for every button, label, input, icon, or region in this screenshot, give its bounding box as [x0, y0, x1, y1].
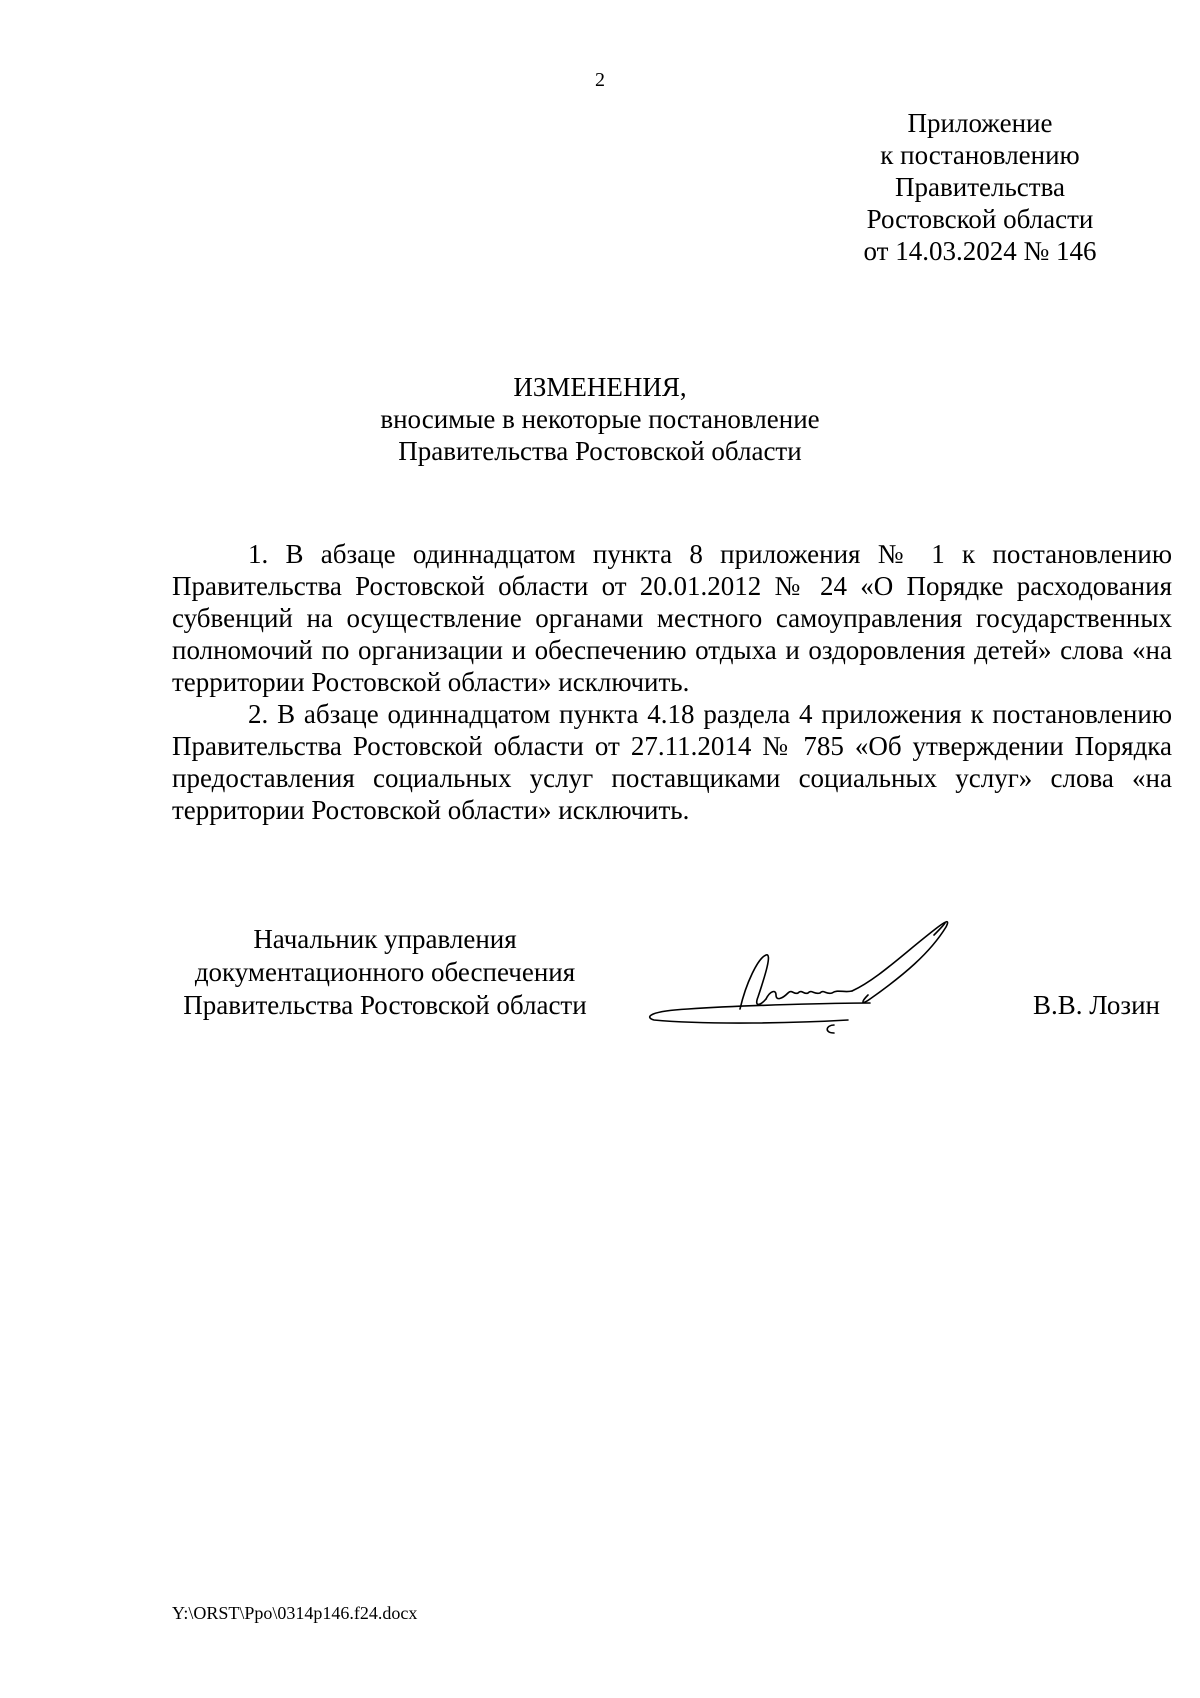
- signer-position: [160, 923, 610, 1022]
- signer-name: В.В. Лозин: [1033, 990, 1160, 1020]
- appendix-line: Приложение: [907, 108, 1053, 138]
- signer-position-line: Начальник управления: [253, 924, 517, 954]
- appendix-line: от 14.03.2024 № 146: [863, 236, 1097, 266]
- handwritten-signature: [648, 913, 978, 1053]
- file-path: Y:\ORST\Ppo\0314p146.f24.docx: [172, 1603, 418, 1623]
- signer-position-line: документационного обеспечения: [194, 957, 576, 987]
- document-body: [172, 538, 1172, 826]
- appendix-line: к постановлению: [880, 140, 1080, 170]
- paragraph-2: 2. В абзаце одиннадцатом пункта 4.18 раздела 4 приложения к постановлению Правительства Ростовской области от 27.11.2014 № 785 «Об утверждении Порядка предоставления социальных услуг поставщиками социальных услуг» слова «на территории Ростовской области» исключить.: [172, 699, 1172, 825]
- signer-position-line: Правительства Ростовской области: [183, 990, 587, 1020]
- appendix-line: Правительства: [895, 172, 1065, 202]
- page-number: 2: [595, 69, 605, 91]
- appendix-block: [820, 107, 1140, 267]
- signature-block: [160, 923, 1160, 1073]
- title-subtitle-line: Правительства Ростовской области: [398, 436, 802, 466]
- title-heading: ИЗМЕНЕНИЯ,: [513, 372, 687, 402]
- appendix-line: Ростовской области: [866, 204, 1094, 234]
- paragraph-1: 1. В абзаце одиннадцатом пункта 8 приложения № 1 к постановлению Правительства Ростовской области от 20.01.2012 № 24 «О Порядке расходования субвенций на осуществление органами местного самоуправления государственных полномочий по организации и обеспечению отдыха и оздоровления детей» слова «на территории Ростовской области» исключить.: [172, 539, 1172, 697]
- document-title: [0, 371, 1200, 467]
- title-subtitle-line: вносимые в некоторые постановление: [380, 404, 820, 434]
